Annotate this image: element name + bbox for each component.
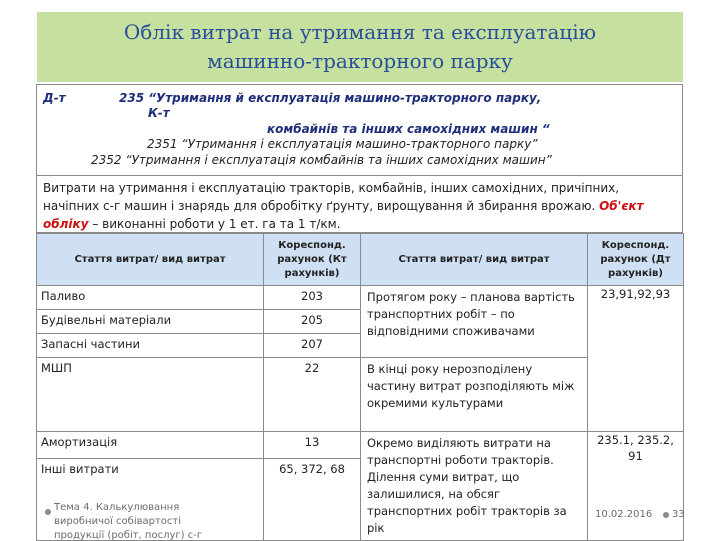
footer-topic: Тема 4. Калькулювання виробничої собівартості продукції (робіт, послуг) с-г — [54, 502, 203, 540]
cost-item: Амортизація — [37, 432, 264, 459]
debit-accounts-2: 235.1, 235.2, 91 — [588, 432, 684, 541]
credit-account: 65, 372, 68 — [264, 458, 361, 540]
journal-entry-box — [36, 84, 683, 176]
distribution-note-transport: Окремо виділяють витрати на транспортні роботи тракторів. Ділення суми витрат, що залишилися, на обсяг транспортних робіт тракторів за рік — [361, 432, 588, 541]
slide-title-bar — [37, 12, 683, 82]
cost-item: Запасні частини — [37, 334, 264, 358]
table-row — [37, 358, 684, 432]
credit-account: 22 — [264, 358, 361, 432]
header-cost-item: Стаття витрат/ вид витрат — [37, 234, 264, 286]
credit-account: 203 — [264, 286, 361, 310]
entry-subaccount-2351: 2351 “Утримання і експлуатація машино-тракторного парку” — [147, 137, 538, 151]
table-row — [37, 432, 684, 459]
cost-item: Будівельні матеріали — [37, 310, 264, 334]
slide-title: Облік витрат на утримання та експлуатацію машинно-тракторного парку — [123, 20, 597, 73]
footer-separator-dot — [663, 512, 669, 518]
header-debit-accounts: Кореспонд. рахунок (Дт рахунків) — [588, 234, 684, 286]
description-box — [36, 176, 683, 233]
debit-label: Д-т — [43, 91, 66, 105]
credit-account: 207 — [264, 334, 361, 358]
footer-date: 10.02.2016 — [595, 509, 653, 520]
entry-line-1: 235 “Утримання й експлуатація машино-тракторного парку, — [119, 91, 542, 105]
credit-account: 205 — [264, 310, 361, 334]
description-tail: – виконанні роботи у 1 ет. га та 1 т/км. — [88, 217, 341, 231]
cost-item: МШП — [37, 358, 264, 432]
header-cost-item-2: Стаття витрат/ вид витрат — [361, 234, 588, 286]
distribution-note-planned: Протягом року – планова вартість транспортних робіт – по відповідними споживачами — [361, 286, 588, 358]
entry-subaccount-2352: 2352 “Утримання і експлуатація комбайнів та інших самохідних машин” — [91, 153, 552, 167]
accounting-object-label: Об'єкт обліку — [43, 199, 644, 231]
credit-account: 13 — [264, 432, 361, 459]
credit-label: К-т — [148, 106, 170, 120]
cost-item: Інші витрати — [37, 458, 264, 540]
distribution-note-year-end: В кінці року нерозподілену частину витрат розподіляють між окремими культурами — [361, 358, 588, 432]
header-credit-accounts: Кореспонд. рахунок (Кт рахунків) — [264, 234, 361, 286]
footer-bullet — [45, 509, 51, 515]
table-row — [37, 286, 684, 310]
page-number: 33 — [672, 509, 685, 520]
cost-table — [36, 233, 684, 541]
entry-line-2: комбайнів та інших самохідних машин “ — [267, 122, 550, 136]
cost-item: Паливо — [37, 286, 264, 310]
description-text: Витрати на утримання і експлуатацію тракторів, комбайнів, інших самохідних, причіпних, начіпних с-г машин і знарядь для обробітку ґрунту, вирощування й збирання врожаю. — [43, 181, 620, 213]
debit-accounts-1: 23,91,92,93 — [588, 286, 684, 432]
table-header-row — [37, 234, 684, 286]
